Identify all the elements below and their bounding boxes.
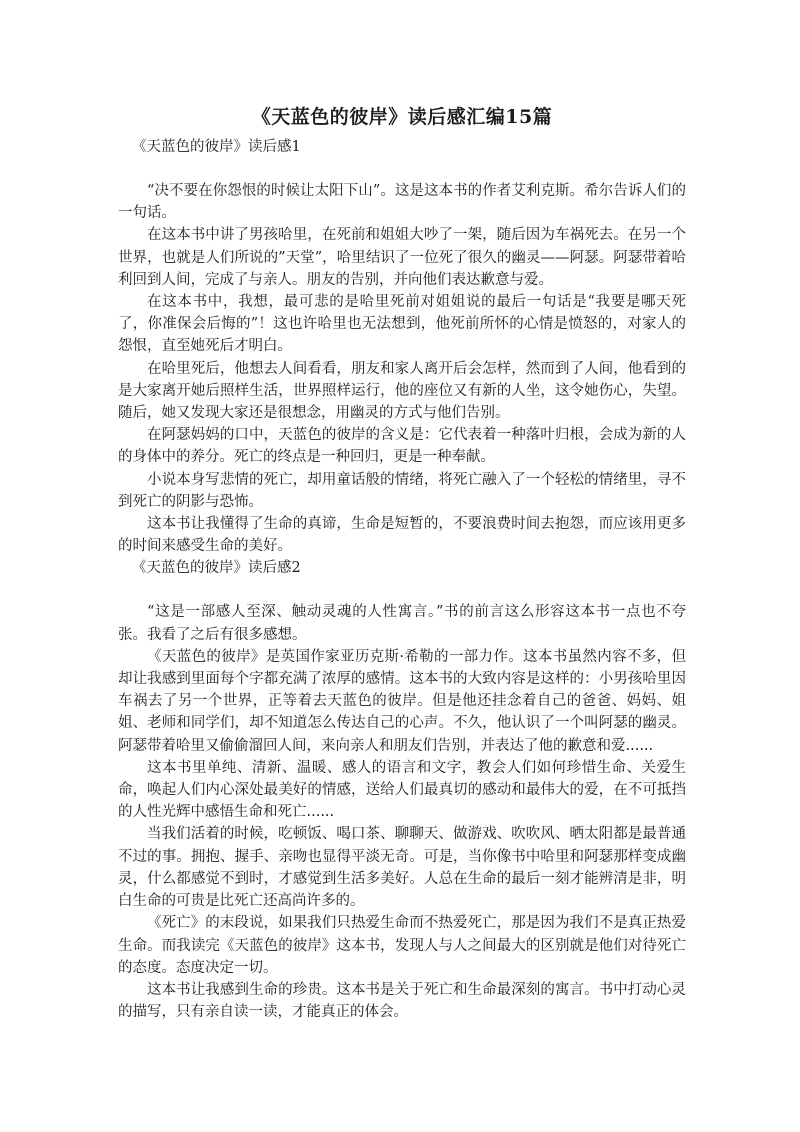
paragraph: “这是一部感人至深、触动灵魂的人性寓言。”书的前言这么形容这本书一点也不夸张。我看了之后有很多感想。 [118,604,686,643]
paragraph: 《死亡》的末段说，如果我们只热爱生命而不热爱死亡，那是因为我们不是真正热爱生命。而我读完《天蓝色的彼岸》这本书，发现人与人之间最大的区别就是他们对待死亡的态度。态度决定一切。 [118,915,686,976]
paragraph: 这本书让我懂得了生命的真谛，生命是短暂的，不要浪费时间去抱怨，而应该用更多的时间来感受生命的美好。 [118,516,686,555]
paragraph: 小说本身写悲情的死亡，却用童话般的情绪，将死亡融入了一个轻松的情绪里，寻不到死亡的阴影与恐怖。 [118,471,686,510]
paragraph: 在阿瑟妈妈的口中，天蓝色的彼岸的含义是：它代表着一种落叶归根，会成为新的人的身体中的养分。死亡的终点是一种回归，更是一种奉献。 [118,427,686,466]
paragraph: 这本书让我感到生命的珍贵。这本书是关于死亡和生命最深刻的寓言。书中打动心灵的描写，只有亲自读一读，才能真正的体会。 [118,981,686,1021]
section-1 [118,136,686,557]
section-heading: 《天蓝色的彼岸》读后感2 [132,560,301,577]
paragraph: 在这本书中，我想，最可悲的是哈里死前对姐姐说的最后一句话是“我要是哪天死了，你准保会后悔的”！这也许哈里也无法想到，他死前所怀的心情是愤怒的，对家人的怨恨，直至她死后才明白。 [118,294,686,355]
blank-line [118,158,686,180]
document-page [118,104,686,1023]
paragraph: 在哈里死后，他想去人间看看，朋友和家人离开后会怎样，然而到了人间，他看到的是大家离开她后照样生活，世界照样运行，他的座位又有新的人坐，这令她伤心，失望。随后，她又发现大家还是很想念，用幽灵的方式与他们告别。 [118,360,686,422]
section-heading: 《天蓝色的彼岸》读后感1 [132,139,301,155]
document-title: 《天蓝色的彼岸》读后感汇编15篇 [251,106,553,128]
paragraph: 《天蓝色的彼岸》是英国作家亚历克斯·希勒的一部力作。这本书虽然内容不多，但却让我感到里面每个字都充满了浓厚的感情。这本书的大致内容是这样的：小男孩哈里因车祸去了另一个世界，正等着去天蓝色的彼岸。但是他还挂念着自己的爸爸、妈妈、姐姐、老师和同学们，却不知道怎么传达自己的心声。不久，他认识了一个叫阿瑟的幽灵。阿瑟带着哈里又偷偷溜回人间，来向亲人和朋友们告别，并表达了他的歉意和爱...... [118,648,686,754]
blank-line [118,579,686,601]
paragraph: 当我们活着的时候，吃顿饭、喝口茶、聊聊天、做游戏、吹吹风、晒太阳都是最普通不过的事。拥抱、握手、亲吻也显得平淡无奇。可是，当你像书中哈里和阿瑟那样变成幽灵，什么都感觉不到时，才感觉到生活多美好。人总在生命的最后一刻才能辨清是非，明白生命的可贵是比死亡还高尚许多的。 [118,826,686,910]
paragraph: 这本书里单纯、清新、温暖、感人的语言和文字，教会人们如何珍惜生命、关爱生命，唤起人们内心深处最美好的情感，送给人们最真切的感动和最伟大的爱，在不可抵挡的人性光辉中感悟生命和死亡...... [118,759,686,821]
paragraph: “决不要在你怨恨的时候让太阳下山”。这是这本书的作者艾利克斯。希尔告诉人们的一句话。 [118,183,686,222]
section-2 [118,557,686,1023]
paragraph: 在这本书中讲了男孩哈里，在死前和姐姐大吵了一架，随后因为车祸死去。在另一个世界，也就是人们所说的”天堂”，哈里结识了一位死了很久的幽灵——阿瑟。阿瑟带着哈利回到人间，完成了与亲人。朋友的告别，并向他们表达歉意与爱。 [118,227,686,288]
